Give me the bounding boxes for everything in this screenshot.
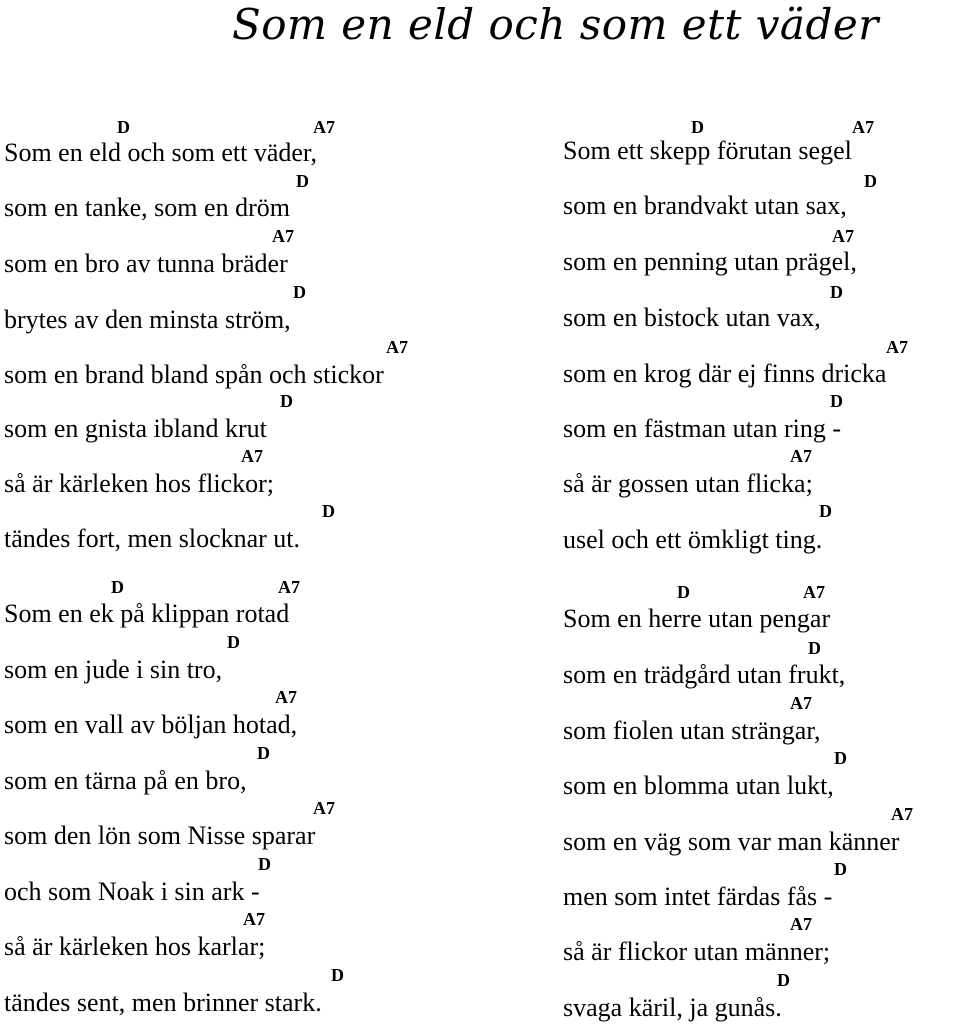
song-title: Som en eld och som ett väder bbox=[232, 0, 879, 49]
chord-a7: A7 bbox=[790, 914, 812, 934]
lyric-line: och som Noak i sin ark - bbox=[4, 877, 260, 906]
chord-a7: A7 bbox=[313, 117, 335, 137]
lyric-line: så är kärleken hos flickor; bbox=[4, 469, 275, 498]
lyric-line: brytes av den minsta ström, bbox=[4, 305, 291, 334]
chord-d: D bbox=[258, 854, 271, 874]
chord-d: D bbox=[830, 391, 843, 411]
lyric-line: Som en eld och som ett väder, bbox=[4, 138, 318, 167]
chord-a7: A7 bbox=[886, 337, 908, 357]
chord-a7: A7 bbox=[272, 226, 294, 246]
chord-a7: A7 bbox=[803, 582, 825, 602]
chord-d: D bbox=[111, 577, 124, 597]
chord-a7: A7 bbox=[852, 117, 874, 137]
lyric-line: som fiolen utan strängar, bbox=[563, 716, 821, 745]
chord-a7: A7 bbox=[790, 446, 812, 466]
lyric-line: Som en ek på klippan rotad bbox=[4, 599, 290, 628]
lyric-line: så är gossen utan flicka; bbox=[563, 469, 813, 498]
chord-d: D bbox=[777, 970, 790, 990]
chord-a7: A7 bbox=[278, 577, 300, 597]
lyric-line: så är flickor utan männer; bbox=[563, 937, 831, 966]
chord-a7: A7 bbox=[790, 693, 812, 713]
lyric-line: som en krog där ej finns dricka bbox=[563, 359, 887, 388]
lyric-line: som en tanke, som en dröm bbox=[4, 193, 290, 222]
lyric-line: Som ett skepp förutan segel bbox=[563, 136, 852, 165]
lyric-line: som en bistock utan vax, bbox=[563, 303, 821, 332]
chord-d: D bbox=[296, 171, 309, 191]
lyric-line: svaga käril, ja gunås. bbox=[563, 993, 782, 1022]
chord-d: D bbox=[280, 391, 293, 411]
lyric-line: som en bro av tunna bräder bbox=[4, 249, 288, 278]
lyric-line: så är kärleken hos karlar; bbox=[4, 932, 266, 961]
chord-a7: A7 bbox=[313, 798, 335, 818]
lyric-line: usel och ett ömkligt ting. bbox=[563, 525, 823, 554]
lyric-line: som en tärna på en bro, bbox=[4, 766, 247, 795]
chord-d: D bbox=[227, 632, 240, 652]
lyric-line: tändes sent, men brinner stark. bbox=[4, 988, 322, 1017]
chord-d: D bbox=[830, 282, 843, 302]
lyric-line: som en gnista ibland krut bbox=[4, 414, 267, 443]
chord-d: D bbox=[331, 965, 344, 985]
chord-a7: A7 bbox=[241, 446, 263, 466]
chord-a7: A7 bbox=[386, 337, 408, 357]
chord-a7: A7 bbox=[243, 909, 265, 929]
chord-d: D bbox=[677, 582, 690, 602]
chord-d: D bbox=[864, 171, 877, 191]
lyric-line: som en jude i sin tro, bbox=[4, 655, 223, 684]
lyric-line: tändes fort, men slocknar ut. bbox=[4, 524, 301, 553]
chord-a7: A7 bbox=[832, 226, 854, 246]
lyric-line: som en blomma utan lukt, bbox=[563, 771, 834, 800]
lyric-line: som en brandvakt utan sax, bbox=[563, 191, 847, 220]
chord-d: D bbox=[819, 501, 832, 521]
chord-d: D bbox=[322, 501, 335, 521]
lyric-line: som en brand bland spån och stickor bbox=[4, 360, 384, 389]
lyric-line: som den lön som Nisse sparar bbox=[4, 821, 316, 850]
chord-d: D bbox=[117, 117, 130, 137]
chord-d: D bbox=[257, 743, 270, 763]
lyric-line: som en penning utan prägel, bbox=[563, 247, 857, 276]
lyric-line: som en trädgård utan frukt, bbox=[563, 660, 846, 689]
lyric-line: som en vall av böljan hotad, bbox=[4, 710, 298, 739]
lyric-line: Som en herre utan pengar bbox=[563, 604, 831, 633]
chord-d: D bbox=[834, 859, 847, 879]
chord-d: D bbox=[293, 282, 306, 302]
chord-d: D bbox=[808, 638, 821, 658]
chord-a7: A7 bbox=[891, 804, 913, 824]
chord-d: D bbox=[834, 748, 847, 768]
chord-a7: A7 bbox=[275, 687, 297, 707]
lyric-line: som en väg som var man känner bbox=[563, 827, 900, 856]
chord-d: D bbox=[691, 117, 704, 137]
lyric-line: men som intet färdas fås - bbox=[563, 882, 833, 911]
lyric-line: som en fästman utan ring - bbox=[563, 414, 841, 443]
